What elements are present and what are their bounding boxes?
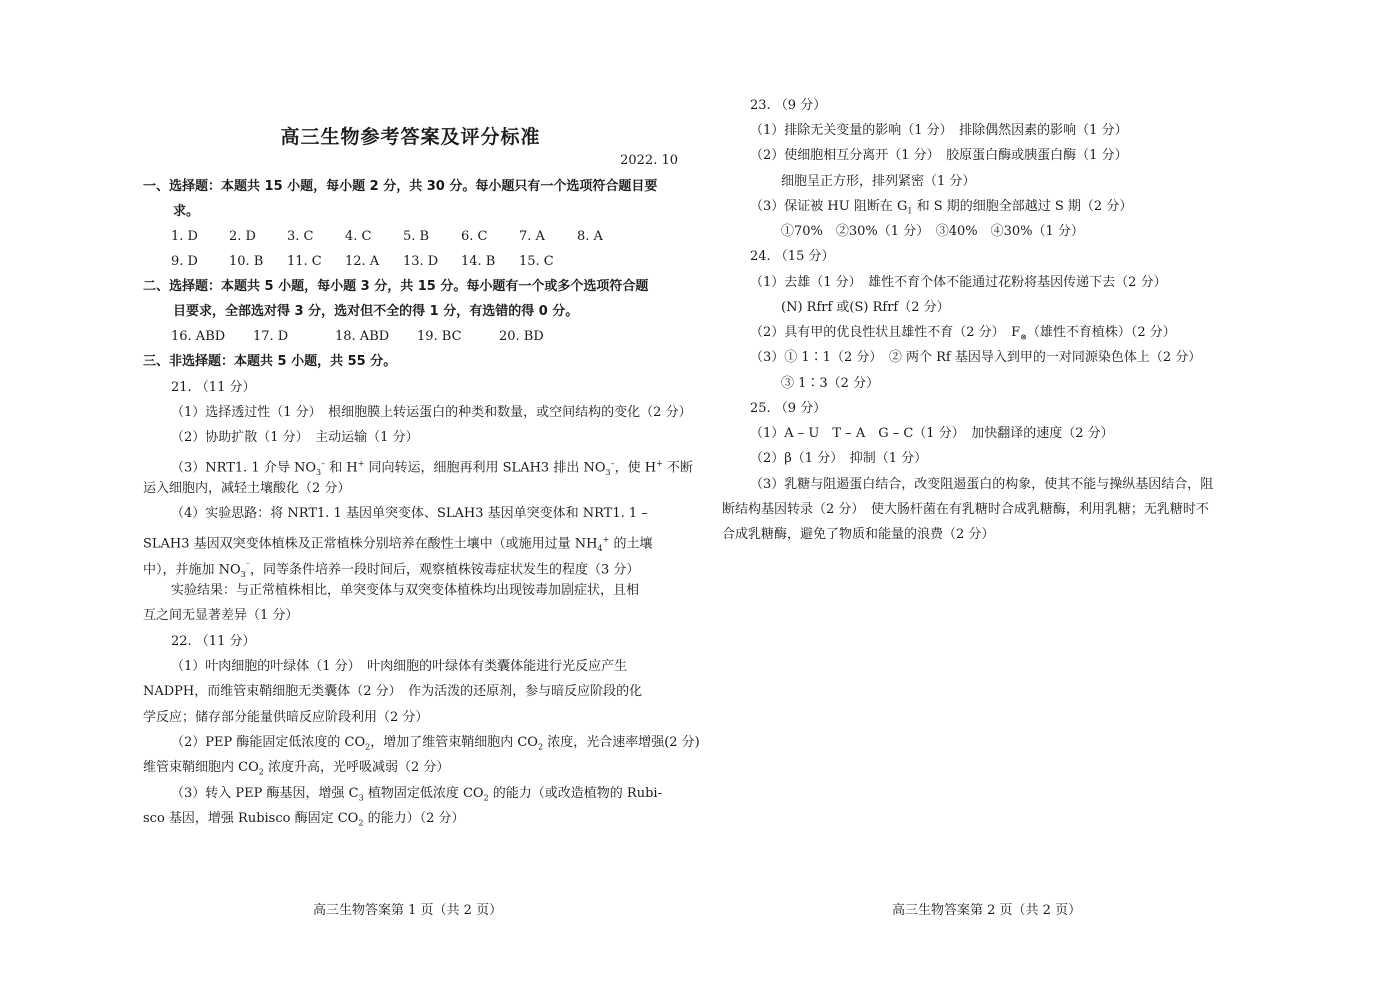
q25-line: 合成乳糖酶，避免了物质和能量的浪费（2 分） bbox=[722, 527, 995, 542]
q25-line: （3）乳糖与阻遏蛋白结合，改变阻遏蛋白的构象，使其不能与操纵基因结合，阻 bbox=[750, 477, 1214, 492]
subscript: 2 bbox=[483, 793, 489, 803]
section2-heading: 二、选择题：本题共 5 小题，每小题 3 分，共 15 分。每小题有一个或多个选项符合题 bbox=[143, 279, 649, 294]
text-span: SLAH3 基因双突变体植株及正常植株分别培养在酸性土壤中（或施用过量 NH bbox=[143, 536, 598, 552]
q22-line bbox=[143, 810, 464, 833]
q24-line bbox=[750, 324, 1176, 347]
answer-item: 3. C bbox=[287, 229, 314, 244]
subscript: 2 bbox=[537, 742, 544, 752]
q23-heading: 23. （9 分） bbox=[750, 98, 827, 113]
q23-line: （1）排除无关变量的影响（1 分） 排除偶然因素的影响（1 分） bbox=[750, 123, 1128, 138]
q23-line: ①70% ②30%（1 分） ③40% ④30%（1 分） bbox=[781, 224, 1084, 239]
answer-item: 19. BC bbox=[417, 329, 462, 344]
q22-line: NADPH，而维管束鞘细胞无类囊体（2 分） 作为活泼的还原剂，参与暗反应阶段的化 bbox=[143, 684, 643, 699]
text-span: 同向转运，细胞再利用 SLAH3 排出 NO bbox=[364, 460, 606, 476]
superscript: ⁻ bbox=[245, 561, 250, 570]
q24-heading: 24. （15 分） bbox=[750, 249, 835, 264]
subscript: 3 bbox=[358, 793, 364, 803]
q22-line: 学反应；储存部分能量供暗反应阶段利用（2 分） bbox=[143, 710, 429, 725]
answer-item: 16. ABD bbox=[171, 329, 226, 344]
q25-line: （1）A – U T – A G – C（1 分） 加快翻译的速度（2 分） bbox=[750, 426, 1114, 441]
q21-line: （1）选择透过性（1 分） 根细胞膜上转运蛋白的种类和数量，或空间结构的变化（2 分） bbox=[171, 405, 692, 420]
q21-line: 运入细胞内，减轻土壤酸化（2 分） bbox=[143, 481, 351, 496]
text-span: ，同等条件培养一段时间后，观察植株铵毒症状发生的程度（3 分） bbox=[250, 562, 640, 578]
text-span: （3）NRT1. 1 介导 NO bbox=[171, 460, 316, 476]
text-span: （3）保证被 HU 阻断在 G bbox=[750, 199, 908, 214]
subscript: 1 bbox=[907, 206, 913, 216]
section3-heading: 三、非选择题：本题共 5 小题，共 55 分。 bbox=[143, 354, 397, 369]
superscript: + bbox=[656, 459, 663, 468]
footer-page-1: 高三生物答案第 1 页（共 2 页） bbox=[313, 903, 503, 918]
answers-row-1 bbox=[171, 228, 635, 246]
text-span: 中），并施加 NO bbox=[143, 562, 241, 578]
text-span: 浓度，光合速率增强(2 分) bbox=[543, 735, 700, 750]
text-span: ，增加了维管束鞘细胞内 CO bbox=[370, 735, 538, 750]
q23-line: 细胞呈正方形，排列紧密（1 分） bbox=[781, 174, 976, 189]
answer-item: 14. B bbox=[461, 254, 496, 269]
superscript: – bbox=[610, 459, 615, 468]
subscript: 4 bbox=[597, 543, 603, 553]
subscript: ⊗ bbox=[1020, 332, 1027, 342]
answer-item: 10. B bbox=[229, 254, 264, 269]
q21-line: 互之间无显著差异（1 分） bbox=[143, 608, 299, 623]
text-span: 植物固定低浓度 CO bbox=[363, 786, 484, 801]
answer-item: 20. BD bbox=[499, 329, 544, 344]
text-span: ，使 H bbox=[614, 460, 657, 476]
answer-item: 7. A bbox=[519, 229, 545, 244]
answer-item: 6. C bbox=[461, 229, 488, 244]
answer-item: 11. C bbox=[287, 254, 322, 269]
q22-heading: 22. （11 分） bbox=[171, 634, 256, 649]
answers-row-2 bbox=[171, 253, 577, 271]
text-span: （雄性不育植株）（2 分） bbox=[1026, 325, 1176, 340]
q22-line bbox=[171, 785, 662, 808]
text-span: 的能力（或改造植物的 Rubi- bbox=[488, 786, 662, 801]
q22-line bbox=[143, 759, 449, 782]
text-span: （2）PEP 酶能固定低浓度的 CO bbox=[171, 735, 366, 750]
q25-line: （2）β（1 分） 抑制（1 分） bbox=[750, 451, 928, 466]
answer-item: 1. D bbox=[171, 229, 198, 244]
text-span: 浓度升高，光呼吸减弱（2 分） bbox=[263, 760, 450, 775]
subscript: 3 bbox=[605, 467, 611, 477]
date: 2022. 10 bbox=[620, 153, 678, 168]
section1-heading: 一、选择题：本题共 15 小题，每小题 2 分，共 30 分。每小题只有一个选项符合题目要 bbox=[143, 179, 658, 194]
q21-line bbox=[171, 455, 693, 482]
answer-item: 8. A bbox=[577, 229, 603, 244]
superscript: + bbox=[602, 535, 610, 544]
answer-item: 9. D bbox=[171, 254, 198, 269]
q25-heading: 25. （9 分） bbox=[750, 401, 827, 416]
answer-item: 12. A bbox=[345, 254, 380, 269]
text-span: 不断 bbox=[662, 460, 693, 476]
subscript: 3 bbox=[240, 569, 246, 579]
answer-item: 13. D bbox=[403, 254, 439, 269]
text-span: 和 H bbox=[325, 460, 358, 476]
q24-line: ③ 1∶3（2 分） bbox=[781, 376, 880, 391]
page-title: 高三生物参考答案及评分标准 bbox=[280, 126, 541, 148]
section1-heading-cont: 求。 bbox=[173, 204, 200, 219]
q21-line: （2）协助扩散（1 分） 主动运输（1 分） bbox=[171, 430, 419, 445]
answer-item: 2. D bbox=[229, 229, 256, 244]
answer-item: 4. C bbox=[345, 229, 372, 244]
answer-item: 5. B bbox=[403, 229, 430, 244]
q21-line: （4）实验思路：将 NRT1. 1 基因单突变体、SLAH3 基因单突变体和 NRT1. 1 – bbox=[171, 506, 648, 521]
footer-page-2: 高三生物答案第 2 页（共 2 页） bbox=[892, 903, 1082, 918]
q22-line bbox=[171, 734, 700, 757]
subscript: 2 bbox=[358, 818, 364, 828]
text-span: 的能力）（2 分） bbox=[363, 811, 465, 826]
q21-line bbox=[143, 557, 639, 584]
superscript: – bbox=[321, 459, 326, 468]
answer-item: 18. ABD bbox=[335, 329, 390, 344]
text-span: sco 基因，增强 Rubisco 酶固定 CO bbox=[143, 811, 359, 826]
q24-line: （1）去雄（1 分） 雄性不育个体不能通过花粉将基因传递下去（2 分） bbox=[750, 275, 1167, 290]
text-span: 维管束鞘细胞内 CO bbox=[143, 760, 259, 775]
section2-heading-cont: 目要求，全部选对得 3 分，选对但不全的得 1 分，有选错的得 0 分。 bbox=[173, 304, 579, 319]
superscript: + bbox=[357, 459, 365, 468]
q21-heading: 21. （11 分） bbox=[171, 380, 256, 395]
text-span: 的土壤 bbox=[609, 536, 653, 552]
text-span: （2）具有甲的优良性状且雄性不育（2 分） F bbox=[750, 325, 1021, 340]
q24-line: (N) Rfrf 或(S) Rfrf（2 分） bbox=[781, 300, 950, 315]
subscript: 2 bbox=[258, 767, 264, 777]
text-span: （3）转入 PEP 酶基因，增强 C bbox=[171, 786, 359, 801]
answer-item: 15. C bbox=[519, 254, 554, 269]
answer-item: 17. D bbox=[253, 329, 289, 344]
q23-line: （2）使细胞相互分离开（1 分） 胶原蛋白酶或胰蛋白酶（1 分） bbox=[750, 148, 1128, 163]
q24-line: （3）① 1∶1（2 分） ② 两个 Rf 基因导入到甲的一对同源染色体上（2 分） bbox=[750, 350, 1202, 365]
q22-line: （1）叶肉细胞的叶绿体（1 分） 叶肉细胞的叶绿体有类囊体能进行光反应产生 bbox=[171, 659, 628, 674]
answers-row-3 bbox=[171, 328, 581, 346]
q21-line bbox=[143, 531, 652, 558]
subscript: 3 bbox=[315, 467, 322, 477]
q23-line bbox=[750, 198, 1132, 221]
subscript: 2 bbox=[365, 742, 371, 752]
text-span: 和 S 期的细胞全部越过 S 期（2 分） bbox=[912, 199, 1133, 214]
q21-line: 实验结果：与正常植株相比，单突变体与双突变体植株均出现铵毒加剧症状，且相 bbox=[171, 583, 640, 598]
q25-line: 断结构基因转录（2 分） 使大肠杆菌在有乳糖时合成乳糖酶，利用乳糖；无乳糖时不 bbox=[722, 502, 1209, 517]
